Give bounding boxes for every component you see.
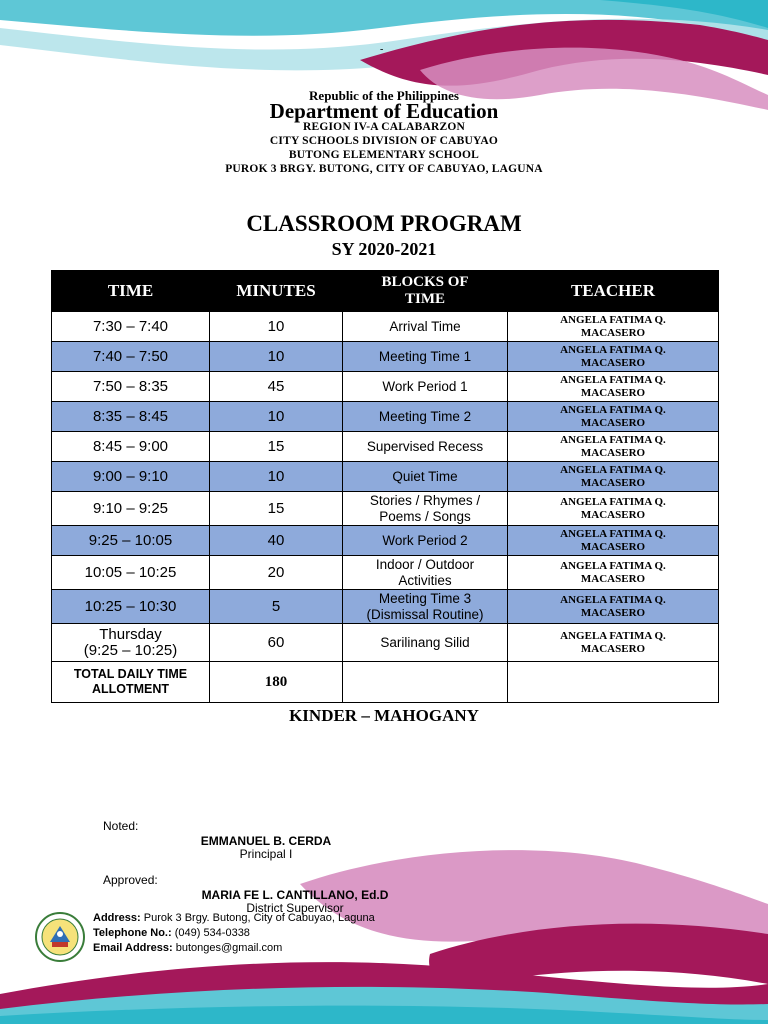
school-address-heading: PUROK 3 BRGY. BUTONG, CITY OF CABUYAO, LAGUNA (225, 163, 543, 175)
header-blocks-line1: BLOCKS OF (381, 274, 469, 290)
approved-label: Approved: (103, 873, 158, 887)
minutes-cell (210, 624, 343, 662)
block-cell (343, 342, 508, 372)
table-row (52, 590, 719, 624)
time-cell-line1: 7:30 – 7:40 (92, 317, 169, 335)
block-cell (343, 624, 508, 662)
time-cell (52, 556, 210, 590)
time-cell (52, 590, 210, 624)
teacher-cell-line2: MACASERO (580, 386, 646, 399)
teacher-cell (508, 372, 719, 402)
school-year: SY 2020-2021 (331, 239, 437, 259)
minutes-cell-line1: 10 (267, 348, 285, 365)
time-cell-line1: 9:00 – 9:10 (92, 467, 169, 485)
block-cell (343, 556, 508, 590)
time-cell (52, 492, 210, 526)
footer-phone (93, 927, 250, 939)
minutes-cell-line1: 40 (267, 532, 285, 549)
school-seal-icon (35, 912, 85, 962)
time-cell-line1: 10:05 – 10:25 (84, 563, 177, 581)
division-heading: CITY SCHOOLS DIVISION OF CABUYAO (269, 135, 499, 147)
block-cell-line2: Activities (398, 572, 452, 588)
teacher-cell-line1: ANGELA FATIMA Q. (560, 527, 666, 540)
time-cell-line1: 10:25 – 10:30 (84, 597, 177, 615)
teacher-cell-line1: ANGELA FATIMA Q. (560, 403, 666, 416)
program-title: CLASSROOM PROGRAM (246, 211, 522, 236)
table-row (52, 372, 719, 402)
table-header-row (52, 271, 719, 312)
teacher-cell (508, 556, 719, 590)
minutes-cell-line1: 10 (267, 318, 285, 335)
table-row (52, 556, 719, 590)
schedule-table (51, 270, 719, 703)
footer-address-value: Purok 3 Brgy. Butong, City of Cabuyao, Laguna (143, 912, 375, 924)
total-label-line2: ALLOTMENT (91, 682, 170, 696)
block-cell-line1: Arrival Time (389, 318, 461, 334)
teacher-cell-line1: ANGELA FATIMA Q. (560, 495, 666, 508)
time-cell-line1: 7:50 – 8:35 (92, 377, 169, 395)
table-row (52, 342, 719, 372)
teacher-cell-line1: ANGELA FATIMA Q. (560, 463, 666, 476)
block-cell (343, 526, 508, 556)
minutes-cell-line1: 10 (267, 468, 285, 485)
total-value: 180 (210, 662, 343, 703)
teacher-cell (508, 462, 719, 492)
total-row (52, 662, 719, 703)
teacher-cell (508, 492, 719, 526)
footer-email-label: Email Address: (93, 942, 173, 954)
teacher-cell-line1: ANGELA FATIMA Q. (560, 559, 666, 572)
block-cell-line1: Supervised Recess (366, 438, 484, 454)
minutes-cell-line1: 45 (267, 378, 285, 395)
minutes-cell (210, 372, 343, 402)
minutes-cell (210, 312, 343, 342)
block-cell-line1: Meeting Time 3 (378, 590, 472, 606)
footer-email (93, 942, 282, 954)
class-section: KINDER – MAHOGANY (289, 706, 479, 725)
table-row (52, 492, 719, 526)
republic-heading: Republic of the Philippines (309, 88, 459, 103)
header-blocks (343, 271, 508, 312)
footer-phone-value: (049) 534-0338 (174, 927, 250, 939)
block-cell (343, 492, 508, 526)
table-row (52, 624, 719, 662)
minutes-cell-line1: 15 (267, 500, 285, 517)
header-mark: - (380, 44, 384, 55)
time-cell-line1: Thursday (99, 625, 162, 643)
teacher-cell-line2: MACASERO (580, 446, 646, 459)
block-cell (343, 590, 508, 624)
time-cell-line1: 9:10 – 9:25 (92, 499, 169, 517)
total-label-line1: TOTAL DAILY TIME (73, 667, 188, 681)
time-cell (52, 432, 210, 462)
block-cell-line1: Stories / Rhymes / (369, 492, 481, 508)
minutes-cell (210, 402, 343, 432)
footer-address-label: Address: (93, 912, 141, 924)
school-heading: BUTONG ELEMENTARY SCHOOL (288, 149, 480, 161)
teacher-cell-line2: MACASERO (580, 508, 646, 521)
time-cell-line1: 8:35 – 8:45 (92, 407, 169, 425)
total-label (52, 662, 210, 703)
teacher-cell (508, 312, 719, 342)
teacher-cell (508, 402, 719, 432)
approved-role: District Supervisor (246, 901, 344, 915)
block-cell-line1: Work Period 1 (382, 378, 468, 394)
total-empty-cell (343, 662, 508, 703)
approved-name: MARIA FE L. CANTILLANO, Ed.D (201, 888, 389, 902)
total-empty-cell (508, 662, 719, 703)
minutes-cell (210, 342, 343, 372)
time-cell (52, 624, 210, 662)
block-cell (343, 402, 508, 432)
teacher-cell-line2: MACASERO (580, 356, 646, 369)
teacher-cell (508, 526, 719, 556)
teacher-cell (508, 432, 719, 462)
teacher-cell-line2: MACASERO (580, 572, 646, 585)
block-cell-line1: Work Period 2 (382, 532, 468, 548)
teacher-cell-line2: MACASERO (580, 606, 646, 619)
block-cell (343, 432, 508, 462)
time-cell (52, 342, 210, 372)
table-row (52, 312, 719, 342)
minutes-cell (210, 556, 343, 590)
noted-role: Principal I (239, 847, 293, 861)
minutes-cell (210, 462, 343, 492)
block-cell-line2: Poems / Songs (379, 508, 471, 524)
block-cell-line1: Sarilinang Silid (380, 634, 470, 650)
time-cell-line1: 8:45 – 9:00 (92, 437, 169, 455)
time-cell-line1: 7:40 – 7:50 (92, 347, 169, 365)
footer-phone-label: Telephone No.: (93, 927, 172, 939)
teacher-cell-line2: MACASERO (580, 326, 646, 339)
table-row (52, 402, 719, 432)
minutes-cell (210, 590, 343, 624)
time-cell (52, 526, 210, 556)
minutes-cell (210, 432, 343, 462)
time-cell (52, 402, 210, 432)
header-time: TIME (52, 271, 210, 312)
block-cell (343, 462, 508, 492)
footer-address (93, 912, 375, 924)
block-cell-line2: (Dismissal Routine) (366, 606, 484, 622)
footer-email-value: butonges@gmail.com (175, 942, 283, 954)
time-cell (52, 312, 210, 342)
teacher-cell (508, 342, 719, 372)
table-row (52, 462, 719, 492)
teacher-cell-line1: ANGELA FATIMA Q. (560, 373, 666, 386)
time-cell-line1: 9:25 – 10:05 (88, 531, 173, 549)
block-cell-line1: Meeting Time 1 (378, 348, 472, 364)
time-cell (52, 462, 210, 492)
teacher-cell-line1: ANGELA FATIMA Q. (560, 593, 666, 606)
header-minutes: MINUTES (210, 271, 343, 312)
teacher-cell-line1: ANGELA FATIMA Q. (560, 313, 666, 326)
noted-name: EMMANUEL B. CERDA (200, 834, 332, 848)
table-row (52, 526, 719, 556)
teacher-cell (508, 590, 719, 624)
teacher-cell-line2: MACASERO (580, 416, 646, 429)
teacher-cell-line1: ANGELA FATIMA Q. (560, 433, 666, 446)
teacher-cell (508, 624, 719, 662)
minutes-cell (210, 526, 343, 556)
teacher-cell-line1: ANGELA FATIMA Q. (560, 629, 666, 642)
block-cell-line1: Quiet Time (392, 468, 458, 484)
header-blocks-line2: TIME (404, 291, 445, 307)
teacher-cell-line2: MACASERO (580, 540, 646, 553)
minutes-cell (210, 492, 343, 526)
block-cell (343, 312, 508, 342)
noted-label: Noted: (103, 819, 139, 833)
region-heading: REGION IV-A CALABARZON (302, 121, 465, 133)
minutes-cell-line1: 15 (267, 438, 285, 455)
time-cell-line2: (9:25 – 10:25) (83, 641, 178, 659)
teacher-cell-line2: MACASERO (580, 476, 646, 489)
minutes-cell-line1: 60 (267, 634, 285, 651)
block-cell-line1: Indoor / Outdoor (375, 556, 475, 572)
teacher-cell-line1: ANGELA FATIMA Q. (560, 343, 666, 356)
department-heading: Department of Education (269, 99, 499, 123)
minutes-cell-line1: 10 (267, 408, 285, 425)
block-cell (343, 372, 508, 402)
time-cell (52, 372, 210, 402)
minutes-cell-line1: 5 (271, 598, 281, 615)
minutes-cell-line1: 20 (267, 564, 285, 581)
teacher-cell-line2: MACASERO (580, 642, 646, 655)
table-row (52, 432, 719, 462)
block-cell-line1: Meeting Time 2 (378, 408, 472, 424)
header-teacher: TEACHER (508, 271, 719, 312)
